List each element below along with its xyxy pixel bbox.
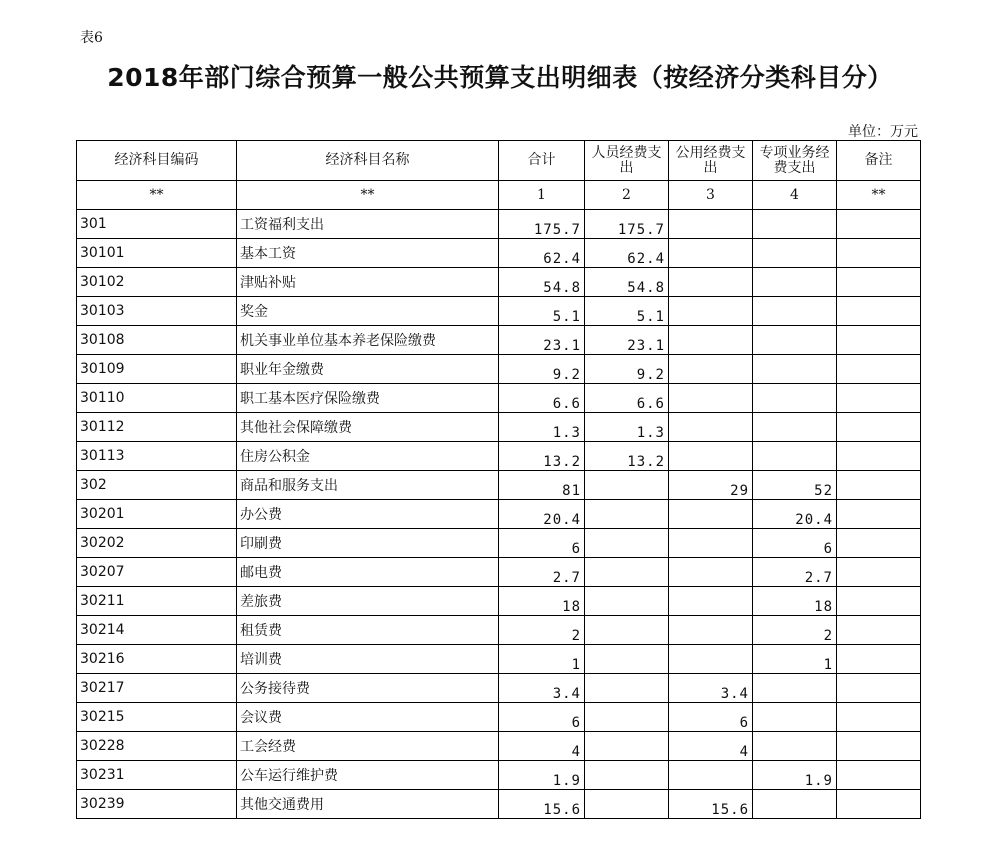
- cell-total: 62.4: [499, 239, 585, 268]
- cell-code: 30207: [77, 558, 237, 587]
- cell-code: 30211: [77, 587, 237, 616]
- cell-name: 邮电费: [237, 558, 499, 587]
- col-header-public: 公用经费支出: [669, 141, 753, 181]
- cell-special: [753, 297, 837, 326]
- cell-note: [837, 355, 921, 384]
- table-row: [77, 761, 921, 790]
- cell-special: 52: [753, 471, 837, 500]
- index-row: [77, 181, 921, 210]
- cell-total: 1: [499, 645, 585, 674]
- cell-personnel: 6.6: [585, 384, 669, 413]
- table-row: [77, 587, 921, 616]
- cell-note: [837, 471, 921, 500]
- cell-personnel: [585, 790, 669, 819]
- cell-special: 18: [753, 587, 837, 616]
- cell-note: [837, 703, 921, 732]
- cell-note: [837, 674, 921, 703]
- cell-note: [837, 616, 921, 645]
- cell-total: 81: [499, 471, 585, 500]
- cell-personnel: [585, 471, 669, 500]
- unit-label: 单位：万元: [848, 124, 918, 140]
- cell-special: 6: [753, 529, 837, 558]
- cell-personnel: 5.1: [585, 297, 669, 326]
- table-row: [77, 790, 921, 819]
- cell-code: 30201: [77, 500, 237, 529]
- cell-note: [837, 384, 921, 413]
- table-row: [77, 558, 921, 587]
- cell-personnel: [585, 703, 669, 732]
- cell-code: 30110: [77, 384, 237, 413]
- cell-public: [669, 413, 753, 442]
- cell-total: 6.6: [499, 384, 585, 413]
- cell-total: 6: [499, 529, 585, 558]
- index-cell: **: [77, 181, 237, 210]
- cell-total: 18: [499, 587, 585, 616]
- cell-name: 职工基本医疗保险缴费: [237, 384, 499, 413]
- cell-special: 1: [753, 645, 837, 674]
- cell-personnel: 9.2: [585, 355, 669, 384]
- cell-personnel: 13.2: [585, 442, 669, 471]
- col-header-name: 经济科目名称: [237, 141, 499, 181]
- table-row: [77, 210, 921, 239]
- col-header-personnel: 人员经费支出: [585, 141, 669, 181]
- table-number: 表6: [80, 30, 103, 46]
- cell-name: 办公费: [237, 500, 499, 529]
- cell-code: 30112: [77, 413, 237, 442]
- cell-special: [753, 442, 837, 471]
- col-header-special: 专项业务经费支出: [753, 141, 837, 181]
- cell-note: [837, 558, 921, 587]
- cell-code: 30113: [77, 442, 237, 471]
- cell-code: 30215: [77, 703, 237, 732]
- cell-special: 2: [753, 616, 837, 645]
- cell-public: 29: [669, 471, 753, 500]
- cell-name: 商品和服务支出: [237, 471, 499, 500]
- cell-personnel: 175.7: [585, 210, 669, 239]
- cell-name: 会议费: [237, 703, 499, 732]
- cell-note: [837, 529, 921, 558]
- cell-special: [753, 790, 837, 819]
- cell-total: 2: [499, 616, 585, 645]
- cell-special: 2.7: [753, 558, 837, 587]
- cell-code: 30231: [77, 761, 237, 790]
- col-header-total: 合计: [499, 141, 585, 181]
- cell-name: 差旅费: [237, 587, 499, 616]
- cell-total: 54.8: [499, 268, 585, 297]
- table-row: [77, 500, 921, 529]
- cell-personnel: [585, 500, 669, 529]
- cell-code: 30202: [77, 529, 237, 558]
- cell-name: 住房公积金: [237, 442, 499, 471]
- cell-name: 公车运行维护费: [237, 761, 499, 790]
- cell-total: 5.1: [499, 297, 585, 326]
- cell-total: 3.4: [499, 674, 585, 703]
- index-cell: 3: [669, 181, 753, 210]
- cell-note: [837, 413, 921, 442]
- cell-code: 30216: [77, 645, 237, 674]
- cell-public: [669, 210, 753, 239]
- cell-personnel: [585, 558, 669, 587]
- cell-name: 印刷费: [237, 529, 499, 558]
- cell-name: 租赁费: [237, 616, 499, 645]
- table-row: [77, 442, 921, 471]
- cell-public: 4: [669, 732, 753, 761]
- cell-personnel: 1.3: [585, 413, 669, 442]
- cell-name: 机关事业单位基本养老保险缴费: [237, 326, 499, 355]
- cell-name: 津贴补贴: [237, 268, 499, 297]
- cell-note: [837, 732, 921, 761]
- cell-name: 工资福利支出: [237, 210, 499, 239]
- cell-public: [669, 500, 753, 529]
- cell-note: [837, 239, 921, 268]
- cell-public: [669, 326, 753, 355]
- cell-total: 6: [499, 703, 585, 732]
- table-row: [77, 268, 921, 297]
- cell-personnel: [585, 616, 669, 645]
- table-row: [77, 413, 921, 442]
- cell-public: [669, 268, 753, 297]
- cell-note: [837, 761, 921, 790]
- cell-total: 175.7: [499, 210, 585, 239]
- header-row: [77, 141, 921, 181]
- cell-name: 其他社会保障缴费: [237, 413, 499, 442]
- cell-personnel: [585, 761, 669, 790]
- table-row: [77, 529, 921, 558]
- cell-public: 15.6: [669, 790, 753, 819]
- table-row: [77, 645, 921, 674]
- cell-name: 公务接待费: [237, 674, 499, 703]
- cell-special: 20.4: [753, 500, 837, 529]
- table-row: [77, 384, 921, 413]
- cell-public: [669, 239, 753, 268]
- cell-code: 30228: [77, 732, 237, 761]
- cell-note: [837, 500, 921, 529]
- col-header-note: 备注: [837, 141, 921, 181]
- cell-total: 4: [499, 732, 585, 761]
- table-body: [77, 210, 921, 819]
- cell-note: [837, 790, 921, 819]
- cell-public: [669, 297, 753, 326]
- cell-note: [837, 326, 921, 355]
- cell-code: 30103: [77, 297, 237, 326]
- table-row: [77, 732, 921, 761]
- cell-name: 职业年金缴费: [237, 355, 499, 384]
- cell-special: [753, 703, 837, 732]
- cell-code: 30102: [77, 268, 237, 297]
- table-row: [77, 471, 921, 500]
- cell-public: [669, 384, 753, 413]
- cell-special: [753, 210, 837, 239]
- cell-public: [669, 761, 753, 790]
- cell-name: 其他交通费用: [237, 790, 499, 819]
- cell-code: 302: [77, 471, 237, 500]
- table-row: [77, 355, 921, 384]
- cell-total: 13.2: [499, 442, 585, 471]
- cell-name: 基本工资: [237, 239, 499, 268]
- cell-code: 301: [77, 210, 237, 239]
- cell-code: 30239: [77, 790, 237, 819]
- cell-total: 23.1: [499, 326, 585, 355]
- index-cell: 4: [753, 181, 837, 210]
- cell-personnel: [585, 645, 669, 674]
- index-cell: **: [237, 181, 499, 210]
- index-cell: 2: [585, 181, 669, 210]
- cell-personnel: [585, 732, 669, 761]
- cell-special: [753, 355, 837, 384]
- cell-special: [753, 384, 837, 413]
- cell-note: [837, 645, 921, 674]
- cell-special: [753, 268, 837, 297]
- col-header-code: 经济科目编码: [77, 141, 237, 181]
- table-row: [77, 239, 921, 268]
- cell-code: 30217: [77, 674, 237, 703]
- index-cell: 1: [499, 181, 585, 210]
- cell-personnel: [585, 674, 669, 703]
- cell-special: [753, 732, 837, 761]
- cell-code: 30101: [77, 239, 237, 268]
- table-row: [77, 703, 921, 732]
- budget-table: [76, 140, 921, 819]
- cell-special: [753, 413, 837, 442]
- cell-special: 1.9: [753, 761, 837, 790]
- table-row: [77, 674, 921, 703]
- cell-personnel: 62.4: [585, 239, 669, 268]
- cell-personnel: 23.1: [585, 326, 669, 355]
- cell-total: 9.2: [499, 355, 585, 384]
- page-title: 2018年部门综合预算一般公共预算支出明细表（按经济分类科目分）: [107, 63, 893, 92]
- cell-code: 30214: [77, 616, 237, 645]
- cell-public: 6: [669, 703, 753, 732]
- cell-name: 工会经费: [237, 732, 499, 761]
- table-row: [77, 326, 921, 355]
- index-cell: **: [837, 181, 921, 210]
- cell-note: [837, 268, 921, 297]
- cell-name: 培训费: [237, 645, 499, 674]
- cell-total: 2.7: [499, 558, 585, 587]
- cell-note: [837, 210, 921, 239]
- cell-total: 1.9: [499, 761, 585, 790]
- cell-public: [669, 529, 753, 558]
- cell-public: 3.4: [669, 674, 753, 703]
- cell-public: [669, 558, 753, 587]
- cell-personnel: [585, 529, 669, 558]
- cell-code: 30108: [77, 326, 237, 355]
- cell-public: [669, 355, 753, 384]
- cell-public: [669, 442, 753, 471]
- cell-special: [753, 674, 837, 703]
- table-row: [77, 616, 921, 645]
- cell-total: 1.3: [499, 413, 585, 442]
- cell-note: [837, 587, 921, 616]
- cell-personnel: [585, 587, 669, 616]
- cell-note: [837, 442, 921, 471]
- cell-name: 奖金: [237, 297, 499, 326]
- cell-special: [753, 326, 837, 355]
- cell-special: [753, 239, 837, 268]
- cell-public: [669, 616, 753, 645]
- table-row: [77, 297, 921, 326]
- cell-public: [669, 645, 753, 674]
- cell-total: 15.6: [499, 790, 585, 819]
- cell-code: 30109: [77, 355, 237, 384]
- cell-public: [669, 587, 753, 616]
- cell-total: 20.4: [499, 500, 585, 529]
- cell-personnel: 54.8: [585, 268, 669, 297]
- cell-note: [837, 297, 921, 326]
